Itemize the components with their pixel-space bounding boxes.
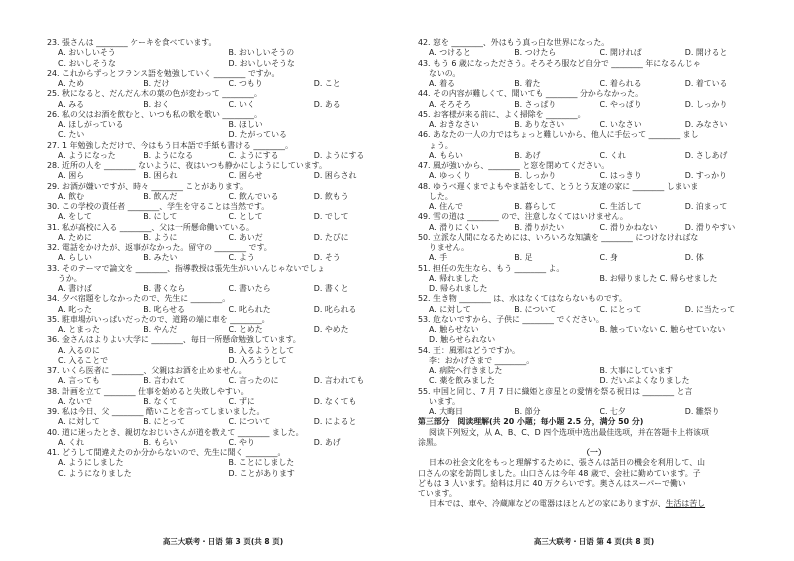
answer-option: B. もらい — [143, 437, 178, 447]
continuation-line: ょう。 — [429, 140, 453, 150]
answer-option: C. あいだ — [228, 232, 263, 242]
answer-option: C. 七夕 — [599, 407, 626, 416]
question-stem: 47. 風が強いから、________ と窓を閉めてください。 — [418, 161, 610, 170]
answer-options — [418, 100, 770, 110]
continuation-line: D. 帰られました — [429, 284, 488, 293]
answer-option: A. 住んで — [429, 202, 463, 211]
answer-options — [47, 417, 399, 427]
answer-option: C. 困らせ — [228, 171, 263, 181]
answer-option: A. 言っても — [58, 376, 100, 386]
answer-option: B. つけたら — [514, 48, 557, 58]
answer-option: C. いなさい — [599, 120, 642, 129]
answer-option: A. みる — [58, 99, 85, 109]
answer-option: A. もらい — [429, 150, 463, 160]
answer-option: B. ようになる — [143, 150, 194, 160]
answer-option: A. ないで — [58, 396, 92, 406]
answer-option: C. はっきり — [599, 171, 642, 181]
answer-option: D. さしあげ — [684, 150, 728, 160]
answer-option: C. いく — [228, 99, 255, 109]
question-stem: 25. 秋になると、だんだん木の葉の色が変わって ________。 — [47, 89, 262, 99]
answer-option: C. やり — [228, 437, 255, 447]
question-stem: 27. 1 年勉強しただけで、今はもう日本語で手紙も書ける ________。 — [47, 140, 293, 150]
continuation-line: います。 — [429, 396, 460, 406]
answer-option: B. だけ — [143, 79, 170, 88]
answer-option: A. 飲む — [58, 191, 85, 201]
answer-option: A. ようになった — [58, 150, 116, 160]
answer-option: B. 触っていない C. 触らせていない — [599, 325, 726, 334]
question-stem: 42. 窓を ________、外はもう真っ白な世界になった。 — [418, 38, 610, 47]
answer-options — [47, 305, 399, 315]
continuation-line: 李：おかげさまで ________。 — [429, 355, 535, 365]
continuation-line: りません。 — [429, 243, 469, 252]
question-stem: 24. これからずっとフランス語を勉強していく ________ ですか。 — [47, 68, 280, 78]
answer-options — [47, 79, 399, 89]
answer-option: C. 書いたら — [228, 284, 271, 293]
answer-option: A. をして — [58, 212, 92, 222]
question-stem: 30. この学校の責任者 ________、学生を守ることは当然です。 — [47, 202, 270, 211]
answer-option: A. ほしがっている — [58, 120, 124, 129]
question-stem: 28. 近所の人を ________ ないように、夜はいつも静かにしようにしています。 — [47, 161, 327, 170]
answer-options — [47, 120, 399, 130]
question-stem: 39. 私は今日、父 ________ 酷いことを言ってしまいました。 — [47, 407, 265, 416]
underlined-phrase: 生活は苦し — [665, 499, 706, 509]
answer-options — [47, 151, 399, 161]
answer-options — [47, 438, 399, 448]
answer-options — [418, 202, 770, 212]
question-stem: 40. 道に迷ったとき、親切なおじいさんが道を教えて ________ ました。 — [47, 427, 304, 437]
answer-option: C. つもり — [228, 79, 263, 88]
answer-option: B. 飲んだ — [143, 191, 178, 201]
answer-option: D. ことがあります — [228, 468, 295, 478]
passage-number: （一） — [582, 448, 606, 457]
answer-options — [418, 171, 770, 181]
answer-option: D. なくても — [313, 396, 357, 406]
answer-option: D. によると — [313, 417, 357, 427]
footer-right: 高三大联考・日语 第 4 页(共 8 页) — [533, 537, 655, 546]
answer-options — [418, 120, 770, 130]
answer-option: D. ある — [313, 99, 341, 109]
answer-option: C. おいしそうな — [58, 58, 116, 68]
right-column — [418, 38, 770, 510]
answer-options — [418, 366, 770, 376]
answer-options — [47, 253, 399, 263]
continuation-line: 日本の社会文化をもっと理解するために、張さんは話日の機会を利用して、山 — [429, 458, 706, 468]
question-stem: 52. 生き物 ________ は、水はなくてはならないものです。 — [418, 294, 627, 304]
answer-option: B. 節分 — [514, 407, 541, 416]
answer-option: B. 叱らせる — [143, 304, 186, 314]
answer-option: D. あげ — [313, 437, 341, 447]
question-stem: 50. 立派な人間になるためには、いろいろな知識を ________ につけなければな — [418, 232, 699, 242]
answer-options — [418, 407, 770, 417]
answer-option: C. ずに — [228, 396, 255, 406]
answer-option: B. おいしいそうの — [228, 48, 295, 58]
answer-options — [47, 233, 399, 243]
answer-option: C. 滑りかねない — [599, 222, 658, 232]
answer-options — [47, 48, 399, 58]
question-stem: 44. その内容が難しくて、聞いても ________ 分からなかった。 — [418, 89, 644, 99]
answer-option: C. 入ることで — [58, 355, 108, 365]
answer-option: D. おいしいそうな — [228, 58, 295, 68]
answer-options — [47, 59, 399, 69]
answer-option: C. 身 — [599, 253, 618, 263]
answer-option: B. あげ — [514, 150, 541, 160]
answer-option: B. について — [514, 304, 557, 314]
answer-option: A. に対して — [58, 417, 100, 427]
question-stem: 41. どうして間違えたのか分からないので、先生に聞く ________。 — [47, 448, 286, 457]
answer-option: D. 着ている — [684, 79, 728, 88]
answer-option: A. ゆっくり — [429, 171, 471, 181]
answer-options — [47, 346, 399, 356]
answer-option: D. こと — [313, 79, 341, 88]
answer-option: C. 薬を飲みました — [429, 376, 495, 386]
question-stem: 49. 雪の道は ________ ので、注意しなくてはいけません。 — [418, 212, 628, 222]
answer-options — [47, 376, 399, 386]
answer-option: B. ほしい — [228, 120, 263, 129]
answer-options — [418, 274, 770, 284]
answer-option: D. 言われても — [313, 376, 365, 386]
answer-option: C. くれ — [599, 150, 626, 160]
question-stem: 53. 危ないですから、子供に ________ でください。 — [418, 314, 604, 324]
answer-option: B. なくて — [143, 396, 178, 406]
answer-option: A. に対して — [429, 304, 471, 314]
answer-option: A. 困ら — [58, 171, 85, 181]
answer-option: A. 帰れました — [429, 273, 479, 283]
answer-options — [47, 325, 399, 335]
answer-option: B. 大事にしています — [599, 366, 674, 375]
answer-options — [47, 100, 399, 110]
answer-option: D. 書くと — [313, 284, 349, 293]
question-stem: 34. 夕べ宿題をしなかったので、先生に ________。 — [47, 294, 231, 304]
answer-option: A. 大晦日 — [429, 407, 463, 416]
answer-option: D. でして — [313, 212, 349, 222]
answer-option: B. 足 — [514, 253, 533, 263]
continuation-line: D. 触らせられない — [429, 335, 496, 345]
footer-left: 高三大联考・日语 第 3 页(共 8 页) — [162, 537, 284, 546]
answer-option: D. 体 — [684, 253, 704, 263]
answer-option: B. しっかり — [514, 171, 557, 181]
answer-option: B. やんだ — [143, 325, 178, 334]
answer-option: C. ようになりました — [58, 468, 132, 478]
answer-option: B. 困られ — [143, 171, 178, 181]
answer-option: A. 書けば — [58, 284, 92, 293]
answer-option: A. 手 — [429, 253, 448, 263]
answer-option: A. おいしいそう — [58, 48, 116, 58]
answer-option: D. みなさい — [684, 120, 728, 129]
passage-line — [418, 499, 770, 509]
answer-option: B. にして — [143, 212, 178, 222]
answer-options — [47, 469, 399, 479]
answer-option: A. らしい — [58, 253, 92, 263]
answer-option: A. 叱った — [58, 304, 92, 314]
answer-option: C. 飲んでいる — [228, 191, 279, 201]
question-stem: 43. もう 6 歳になったださう。そろそろ服など自分で ________ 年になるんじゃ — [418, 58, 701, 68]
answer-option: C. 着られる — [599, 79, 642, 88]
answer-option: A. 入るのに — [58, 345, 100, 355]
question-stem: 55. 中国と同じ、7 月 7 日に織姫と彦星との愛情を祭る祝日は ________ と言 — [418, 386, 693, 396]
question-stem: 48. ゆうべ遅くまでよもやま話をして、とうとう友達の家に ________ しまいま — [418, 181, 699, 191]
continuation-line: ないの。 — [429, 68, 461, 78]
answer-option: A. くれ — [58, 437, 85, 447]
answer-options — [418, 376, 770, 386]
answer-options — [47, 356, 399, 366]
answer-option: A. とまった — [58, 325, 100, 334]
answer-options — [418, 223, 770, 233]
question-stem: 26. 私の父はお酒を飲むと、いつも私の歌を歌い ________。 — [47, 109, 262, 119]
answer-option: B. 着た — [514, 79, 541, 88]
answer-option: B. みたい — [143, 253, 178, 263]
answer-options — [418, 151, 770, 161]
answer-option: B. 暮らして — [514, 202, 557, 211]
question-stem: 32. 電話をかけたが、返事がなかった。留守の ________ です。 — [47, 243, 272, 252]
answer-option: C. 開けれぱ — [599, 48, 642, 58]
answer-option: B. 滑りがたい — [514, 222, 565, 232]
answer-option: D. すっかり — [684, 171, 727, 181]
answer-option: A. ために — [58, 232, 92, 242]
continuation-line: 阅读下列短文，从 A、B、C、D 四个选项中选出最佳选项，并在答题卡上将该项 — [429, 427, 709, 437]
answer-option: D. だいぶよくなりました — [599, 376, 690, 386]
answer-options — [47, 130, 399, 140]
answer-option: B. にとって — [143, 417, 186, 427]
question-stem: 35. 駐車場がいっぱいだったので、道路の端に車を ________。 — [47, 314, 270, 324]
answer-option: D. 泊まって — [684, 202, 728, 211]
answer-options — [418, 253, 770, 263]
answer-option: A. つけると — [429, 48, 471, 58]
question-stem: 46. あなたの一人の力ではちょっと難しいから、他人に手伝って ________ まし — [418, 130, 699, 140]
answer-options — [47, 212, 399, 222]
left-column — [47, 38, 399, 479]
answer-option: B. ことにしました — [228, 458, 295, 468]
answer-options — [418, 305, 770, 315]
answer-option: D. 滑りやすい — [684, 222, 736, 232]
question-stem: 45. お客様が来る前に、よく掃除を ________。 — [418, 109, 586, 119]
answer-option: D. 叱られる — [313, 304, 357, 314]
answer-option: C. とめた — [228, 325, 263, 334]
answer-options — [47, 458, 399, 468]
text-line: 涂黑。 — [418, 437, 442, 447]
answer-option: D. 雛祭り — [684, 407, 720, 416]
answer-option: B. おく — [143, 99, 170, 109]
text-line: 口さんの家を訪問しました。山口さんは今年 48 歳で、会社に勤めています。子 — [418, 468, 701, 478]
continuation-line: うか。 — [58, 273, 82, 283]
answer-option: C. 生活して — [599, 202, 642, 211]
answer-option: A. ため — [58, 79, 85, 88]
answer-option: A. 滑りにくい — [429, 222, 479, 232]
passage-text: 日本では、車や、冷蔵庫などの電器はほとんどの家にありますが、 — [429, 499, 666, 509]
answer-option: C. 叱られた — [228, 304, 271, 314]
answer-option: D. 困らされ — [313, 171, 357, 181]
answer-option: C. として — [228, 212, 263, 222]
answer-option: D. ようにする — [313, 150, 365, 160]
section-heading: 第三部分 阅读理解(共 20 小题；每小题 2.5 分，满分 50 分) — [418, 417, 644, 427]
answer-option: B. 書くなら — [143, 284, 186, 293]
answer-option: B. さっぱり — [514, 99, 557, 109]
answer-option: C. よう — [228, 253, 255, 263]
question-stem: 23. 張さんは ________ ケーキを食べています。 — [47, 38, 217, 47]
question-stem: 36. 金さんはよりよい大学に ________、毎日一所懸命勉強しています。 — [47, 335, 301, 345]
answer-option: D. 飲もう — [313, 191, 349, 201]
answer-option: C. 言ったのに — [228, 376, 279, 386]
answer-option: C. たい — [58, 130, 85, 140]
answer-options — [418, 48, 770, 58]
answer-option: C. にとって — [599, 304, 642, 314]
question-stem: 33. そのテーマで論文を ________、指導教授は張先生がいいんじゃないでしょ — [47, 263, 325, 273]
answer-option: D. しっかり — [684, 99, 728, 109]
answer-option: C. について — [228, 417, 271, 427]
continuation-line: した。 — [429, 191, 453, 201]
answer-options — [47, 171, 399, 181]
answer-option: D. 開けると — [684, 48, 728, 58]
answer-option: C. ようにする — [228, 150, 279, 160]
answer-option: B. 言われて — [143, 376, 186, 386]
answer-option: D. に当たって — [684, 304, 736, 314]
answer-option: D. たがっている — [228, 130, 287, 140]
answer-option: A. ようにしました — [58, 458, 124, 468]
question-stem: 37. いくら医者に ________、父親はお酒を止めません。 — [47, 366, 247, 375]
answer-option: A. 病院へ行きました — [429, 366, 503, 375]
answer-option: A. おきなさい — [429, 120, 479, 129]
answer-option: C. やっぱり — [599, 99, 642, 109]
answer-options — [47, 192, 399, 202]
answer-option: D. そう — [313, 253, 341, 263]
text-line: どもは 3 人います。給料は月に 40 万クらいです。奥さんはスーパーで働い — [418, 478, 686, 488]
answer-option: A. 着る — [429, 79, 456, 88]
answer-options — [418, 79, 770, 89]
question-stem: 51. 担任の先生なら、もう ________ よ。 — [418, 263, 565, 273]
answer-option: B. 入るようとして — [228, 345, 295, 355]
answer-option: D. やめた — [313, 325, 349, 334]
answer-options — [47, 397, 399, 407]
answer-option: B. ありなさい — [514, 120, 565, 129]
question-stem: 54. 王：風邪はどうですか。 — [418, 345, 520, 355]
question-stem: 31. 私が高校に入る ________、父は一所懸命働いている。 — [47, 222, 254, 232]
answer-option: D. たびに — [313, 232, 349, 242]
answer-option: A. そろそろ — [429, 99, 471, 109]
answer-options — [418, 325, 770, 335]
answer-option: D. 入ろうとして — [228, 355, 287, 365]
answer-option: A. 触らせない — [429, 325, 479, 334]
answer-option: B. ように — [143, 232, 178, 242]
text-line: ています。 — [418, 489, 457, 498]
answer-option: B. お帰りました C. 帰らせました — [599, 273, 718, 283]
answer-options — [47, 284, 399, 294]
question-stem: 29. お酒が嫌いですが、時々 ________ ことがあります。 — [47, 181, 248, 191]
question-stem: 38. 計画を立て ________ 仕事を始めると失敗しやすい。 — [47, 386, 249, 396]
